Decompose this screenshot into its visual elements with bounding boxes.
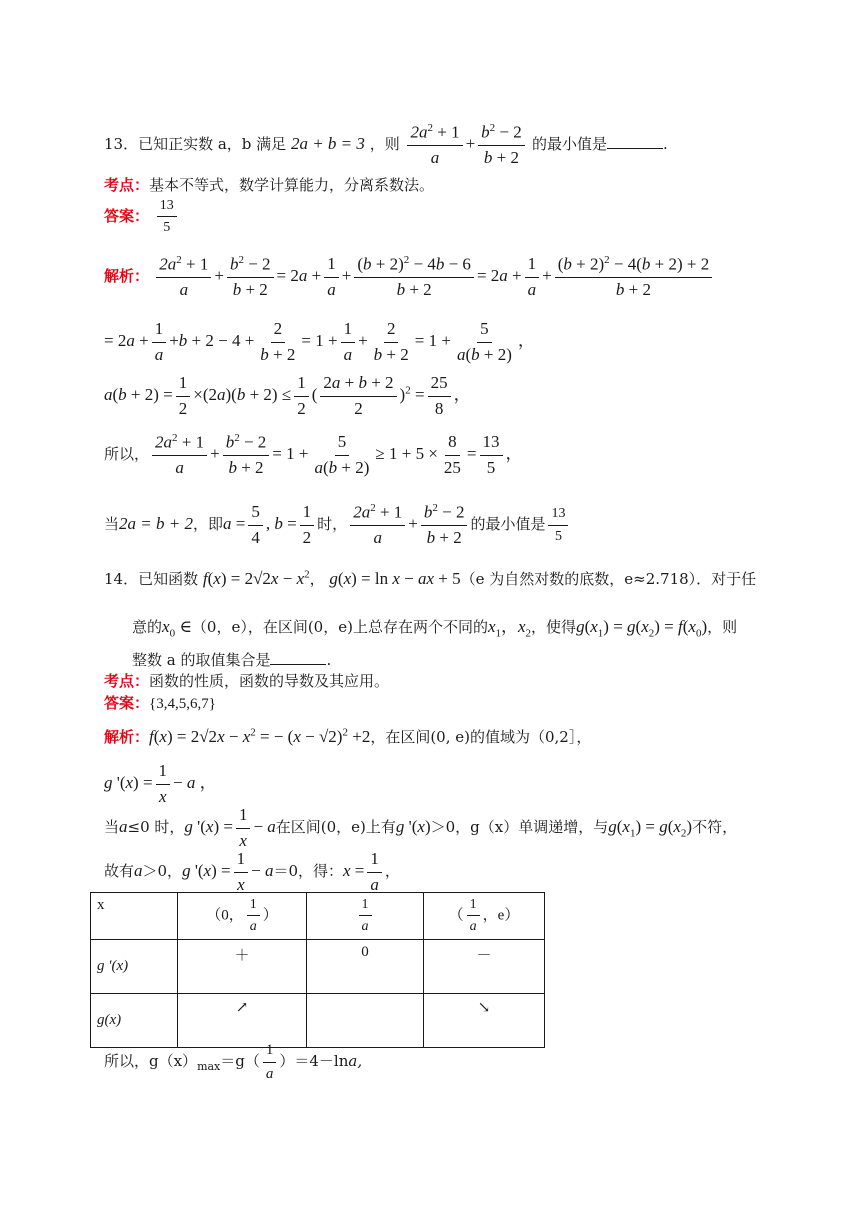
answer-label: 答案： xyxy=(104,206,150,225)
q13-solution-line3: a(b + 2) = $\frac{1}{2}$ ×(2a)(b + 2) ≤ $\frac{1}{2}$ ( $\frac{2a + b + 2}{2}$ )$^2$ = $\frac{25}{8}$ ， xyxy=(104,373,471,418)
table-cell xyxy=(178,994,307,1048)
table-cell: $\frac{1}{a}$ xyxy=(307,893,424,940)
increasing-arrow-icon: ↗ xyxy=(235,1000,249,1016)
table-cell: g(x) xyxy=(91,994,178,1048)
table-cell: （ $\frac{1}{a}$ ，e） xyxy=(424,893,545,940)
q14-kaodian: 考点：函数的性质，函数的导数及其应用。 xyxy=(104,672,390,690)
q14-answer: 答案：{3,4,5,6,7} xyxy=(104,694,216,712)
q13-solution-line1: 解析： $\frac{2a^2 + 1}{a}$ + $\frac{b^2 - 2}{b + 2}$ = 2a + $\frac{1}{a}$ + $\frac{(b + 2)^2 - 4b - 6}{b + 2}$ = 2a + $\frac{1}{a}$ + $\frac{(b + 2)^2 - 4(b + 2) + 2}{b + 2}$ xyxy=(104,254,715,300)
q13-stem-prefix: 13．已知正实数 a，b 满足 xyxy=(104,134,287,153)
q14-stem-line1: 14．已知函数 $f(x) = 2√2x - x^2$， g(x) = ln x − ax + 5（e 为自然对数的底数，e≈2.718）．对于任 xyxy=(104,568,757,588)
table-cell xyxy=(424,994,545,1048)
q13-expression: $\frac{2a^2 + 1}{a}$ + $\frac{b^2 - 2}{b + 2}$ xyxy=(404,134,532,153)
q14-conclusion: 所以，$g(x)_{max}=g$（ $\frac{1}{a}$ ）＝4－lna, xyxy=(104,1042,363,1082)
q13-solution-line2: = 2a + $\frac{1}{a}$ +b + 2 − 4 + $\frac{2}{b + 2}$ = 1 + $\frac{1}{a}$ + $\frac{2}{b + 2}$ = 1 + $\frac{5}{a(b + 2)}$ ， xyxy=(104,319,535,364)
table-row xyxy=(91,940,545,994)
q13-answer: 答案： $\frac{13}{5}$ xyxy=(104,198,180,236)
q14-stem-line2: 意的$x_0$ ∈（0，e），在区间(0，e)上总存在两个不同的$x_1$，$x_2$，使得$g(x_1) = g(x_2) = f(x_0)$，则 xyxy=(132,617,738,640)
kaodian-label: 考点： xyxy=(104,176,150,194)
q13-solution-line5: 当2a = b + 2，即a = $\frac{5}{4}$ , b = $\frac{1}{2}$ 时， $\frac{2a^2 + 1}{a}$ + $\frac{b^2 - 2}{b + 2}$ 的最小值是 $\frac{13}{5}$ xyxy=(104,502,571,548)
decreasing-arrow-icon: ↘ xyxy=(477,1000,491,1016)
table-cell: － xyxy=(424,940,545,994)
q13-condition: 2a + b = 3 xyxy=(290,133,365,153)
table-cell: （0， $\frac{1}{a}$ ） xyxy=(178,893,307,940)
table-cell: g '(x) xyxy=(91,940,178,994)
variation-table xyxy=(90,892,545,1048)
q13-stem-suffix: 的最小值是 xyxy=(532,134,608,153)
q13-kaodian xyxy=(104,174,434,195)
q14-stem-line3: 整数 a 的取值集合是 . xyxy=(132,651,332,669)
q13-stem-mid: ，则 xyxy=(369,134,400,153)
q13-solution-line4: 所以， $\frac{2a^2 + 1}{a}$ + $\frac{b^2 - 2}{b + 2}$ = 1 + $\frac{5}{a(b + 2)}$ ≥ 1 + 5 × $\frac{8}{25}$ = $\frac{13}{5}$ ， xyxy=(104,431,523,478)
table-row xyxy=(91,893,545,940)
q13-stem: 13．已知正实数 a，b 满足 2a + b = 3 ，则 $\frac{2a^2 + 1}{a}$ + $\frac{b^2 - 2}{b + 2}$ 的最小值是 . xyxy=(104,122,668,168)
jiexi-label: 解析： xyxy=(104,266,150,285)
answer-blank xyxy=(607,134,663,149)
table-cell: ＋ xyxy=(178,940,307,994)
q14-solution-line2: g '(x) = $\frac{1}{x}$ − a ， xyxy=(104,761,217,806)
q13-kaodian-text: 基本不等式，数学计算能力，分离系数法。 xyxy=(149,176,435,194)
table-cell: x xyxy=(91,893,178,940)
table-cell xyxy=(307,994,424,1048)
q14-solution-line3: 当a≤0 时，g '(x) = $\frac{1}{x}$ − a在区间(0，e)上有g '(x)＞0，g（x）单调递增，与$g(x_1) = g(x_2)$不符， xyxy=(104,805,738,850)
table-row xyxy=(91,994,545,1048)
answer-blank xyxy=(270,650,326,665)
q14-solution-line1: 解析：$f(x) = 2√2x - x^2$ = − $(x - √2)^2 +2$，在区间(0, e)的值域为（0,2］， xyxy=(104,726,592,746)
q14-solution-line4: 故有a＞0，g '(x) = $\frac{1}{x}$ − a＝0，得：x = $\frac{1}{a}$ ， xyxy=(104,849,400,894)
table-cell: 0 xyxy=(307,940,424,994)
